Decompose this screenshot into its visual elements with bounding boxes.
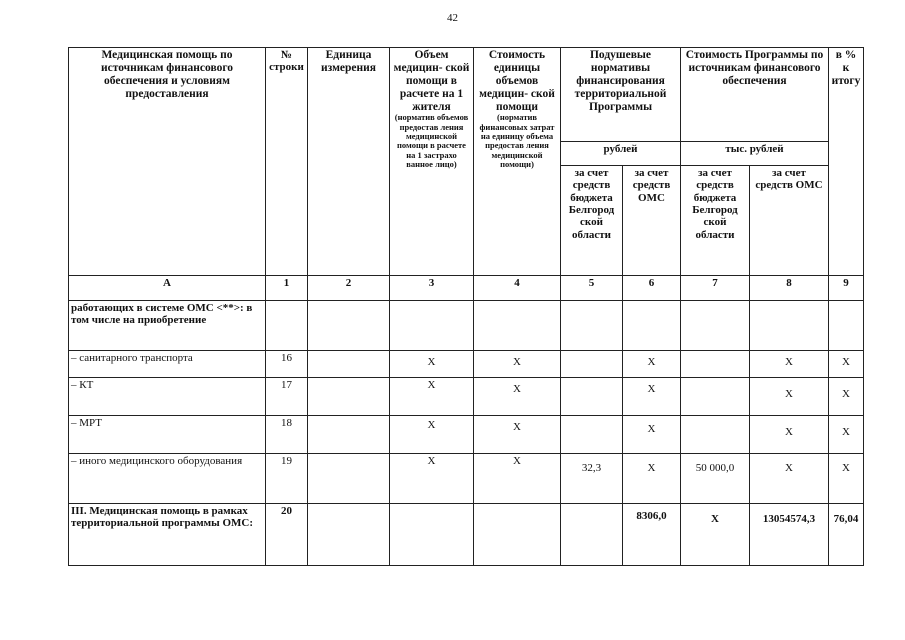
cell: 8306,0 — [623, 504, 681, 566]
row-label: – МРТ — [69, 416, 266, 454]
cell — [308, 301, 390, 351]
header-col-row-number: № строки — [266, 48, 308, 276]
row-number: 16 — [266, 351, 308, 378]
table-row — [69, 454, 864, 504]
header-program-cost: Стоимость Программы по источникам финансового обеспечения — [681, 48, 829, 142]
cell: Х — [474, 378, 561, 416]
row-number: 18 — [266, 416, 308, 454]
header-sub-oms-6: за счет средств ОМС — [623, 166, 681, 276]
header-col-unit-cost: Стоимость единицы объемов медицин- ской помощи (норматив финансовых затрат на единицу объема предостав ления медицинской помощи) — [474, 48, 561, 276]
cell — [308, 454, 390, 504]
cell: Х — [829, 416, 864, 454]
financing-table — [68, 47, 864, 566]
table-row — [69, 378, 864, 416]
header-per-capita: Подушевые нормативы финансирования территориальной Программы — [561, 48, 681, 142]
row-label: III. Медицинская помощь в рамках территориальной программы ОМС: — [69, 504, 266, 566]
cell: Х — [390, 454, 474, 504]
cell — [750, 301, 829, 351]
header-col-unit-cost-note: (норматив финансовых затрат на единицу объема предостав ления медицинской помощи) — [479, 112, 555, 170]
column-number: 1 — [266, 276, 308, 301]
row-number — [266, 301, 308, 351]
cell — [308, 378, 390, 416]
column-number-row — [69, 276, 864, 301]
row-label: работающих в системе ОМС <**>: в том числе на приобретение — [69, 301, 266, 351]
row-label: – санитарного транспорта — [69, 351, 266, 378]
row-number: 20 — [266, 504, 308, 566]
cell — [561, 378, 623, 416]
cell: Х — [390, 378, 474, 416]
header-col-unit: Единица измерения — [308, 48, 390, 276]
cell — [390, 504, 474, 566]
table-row — [69, 416, 864, 454]
cell — [681, 351, 750, 378]
cell: Х — [750, 454, 829, 504]
header-col-volume-note: (норматив объемов предостав ления медицинской помощи в расчете на 1 застрахо ванное лицо) — [394, 112, 469, 170]
cell: Х — [829, 454, 864, 504]
cell — [561, 351, 623, 378]
header-sub-budget-5: за счет средств бюджета Белгород ской области — [561, 166, 623, 276]
column-number: 2 — [308, 276, 390, 301]
cell: Х — [681, 504, 750, 566]
cell: Х — [829, 378, 864, 416]
row-number: 19 — [266, 454, 308, 504]
header-unit-thousand-rubles: тыс. рублей — [681, 142, 829, 166]
cell — [308, 416, 390, 454]
table-row — [69, 301, 864, 351]
cell: Х — [390, 416, 474, 454]
column-number: 7 — [681, 276, 750, 301]
cell — [829, 301, 864, 351]
cell — [390, 301, 474, 351]
cell: Х — [390, 351, 474, 378]
header-col-a: Медицинская помощь по источникам финансового обеспечения и условиям предоставления — [69, 48, 266, 276]
page-number: 42 — [447, 12, 458, 24]
cell: Х — [474, 454, 561, 504]
cell — [474, 504, 561, 566]
cell: Х — [750, 351, 829, 378]
cell: Х — [750, 378, 829, 416]
column-number: 8 — [750, 276, 829, 301]
row-label: – КТ — [69, 378, 266, 416]
header-col-volume: Объем медицин- ской помощи в расчете на 1 жителя (норматив объемов предостав ления медицинской помощи в расчете на 1 застрахо ванное лицо) — [390, 48, 474, 276]
cell: 13054574,3 — [750, 504, 829, 566]
cell: 76,04 — [829, 504, 864, 566]
column-number: 6 — [623, 276, 681, 301]
header-col-percent: в % к итогу — [829, 48, 864, 276]
cell — [308, 504, 390, 566]
column-number: А — [69, 276, 266, 301]
header-sub-budget-7: за счет средств бюджета Белгород ской области — [681, 166, 750, 276]
cell — [623, 301, 681, 351]
cell: Х — [623, 351, 681, 378]
column-number: 5 — [561, 276, 623, 301]
cell: Х — [474, 416, 561, 454]
column-number: 3 — [390, 276, 474, 301]
column-number: 4 — [474, 276, 561, 301]
cell — [561, 504, 623, 566]
column-number: 9 — [829, 276, 864, 301]
cell: Х — [750, 416, 829, 454]
cell — [681, 416, 750, 454]
cell: 50 000,0 — [681, 454, 750, 504]
header-sub-oms-8: за счет средств ОМС — [750, 166, 829, 276]
cell — [681, 378, 750, 416]
cell — [561, 301, 623, 351]
cell: 32,3 — [561, 454, 623, 504]
table-row — [69, 504, 864, 566]
cell — [308, 351, 390, 378]
cell — [474, 301, 561, 351]
cell: Х — [474, 351, 561, 378]
row-label: – иного медицинского оборудования — [69, 454, 266, 504]
table-row — [69, 351, 864, 378]
cell: Х — [829, 351, 864, 378]
row-number: 17 — [266, 378, 308, 416]
cell: Х — [623, 378, 681, 416]
cell — [561, 416, 623, 454]
cell — [681, 301, 750, 351]
cell: Х — [623, 454, 681, 504]
cell: Х — [623, 416, 681, 454]
header-unit-rubles: рублей — [561, 142, 681, 166]
